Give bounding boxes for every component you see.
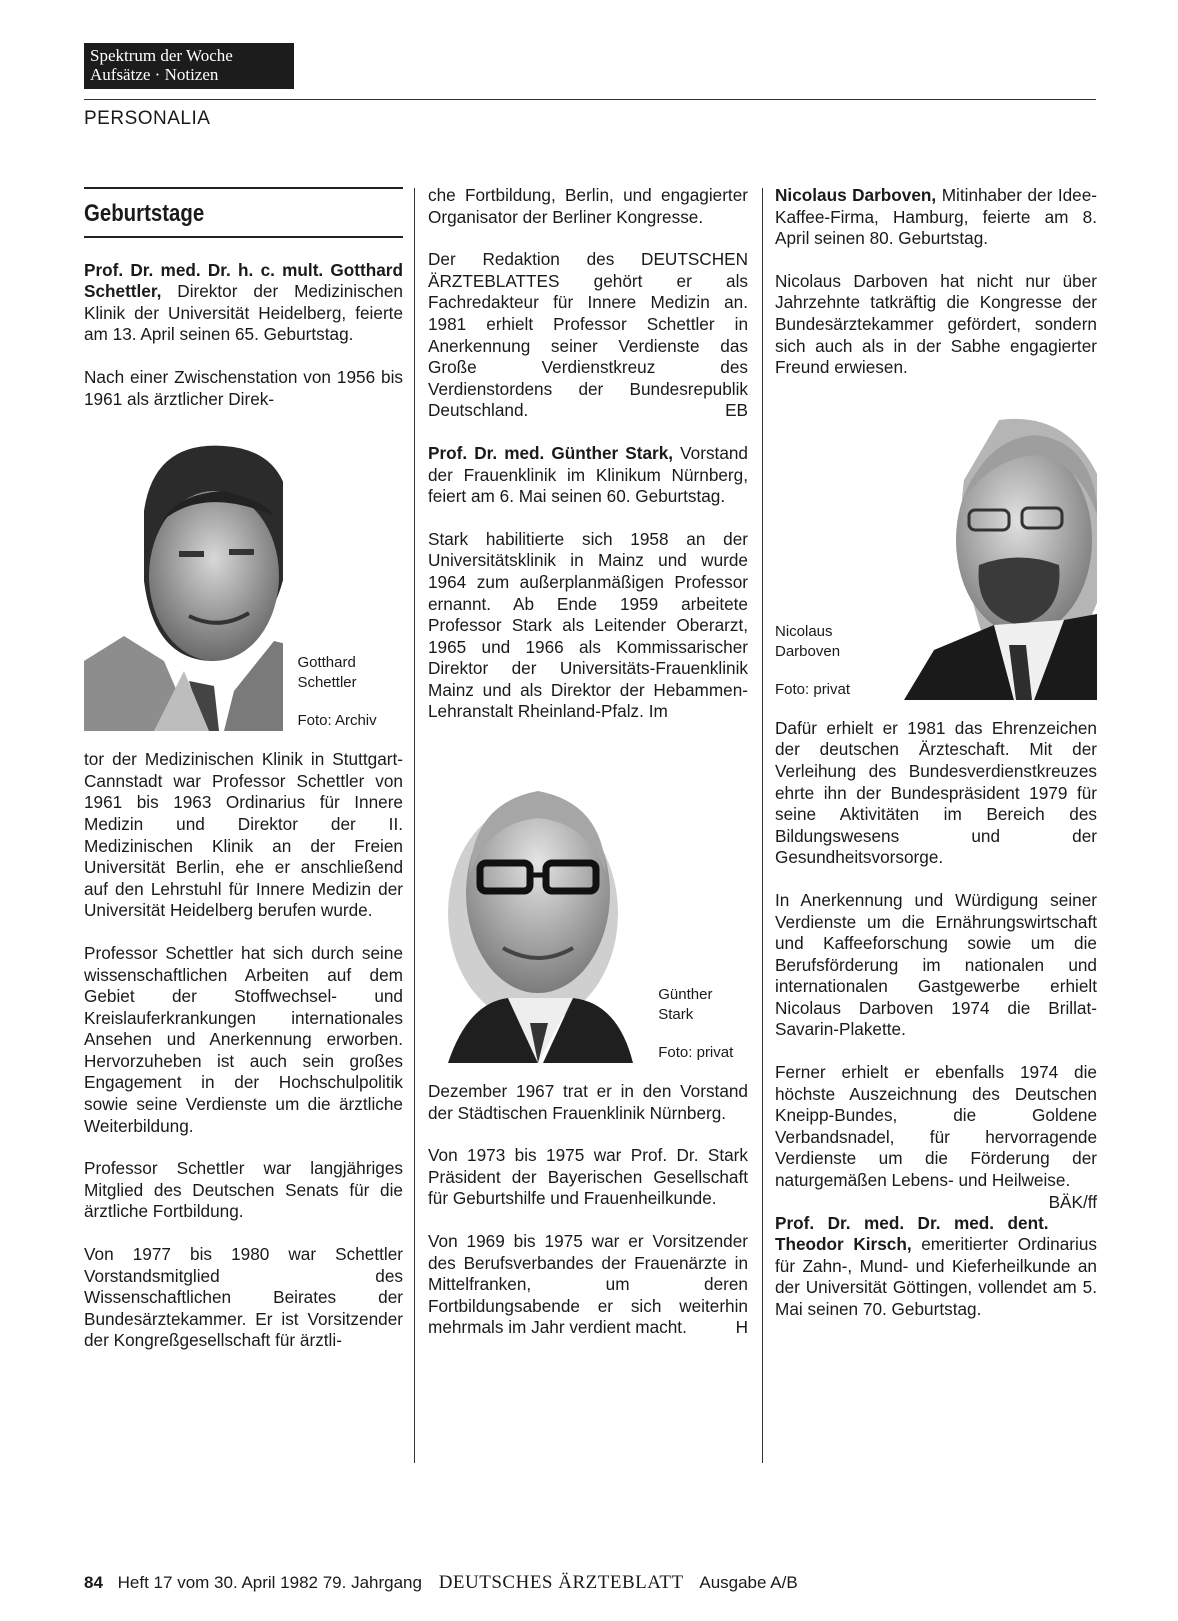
- photo-caption-darboven: [775, 622, 884, 700]
- paragraph: Von 1973 bis 1975 war Prof. Dr. Stark Präsident der Bayerischen Gesellschaft für Geburtshilfe und Frauenheilkunde.: [428, 1145, 748, 1209]
- paragraph: In Anerkennung und Würdigung seiner Verdienste um die Ernährungswirtschaft und Kaffeeforschung sowie um die Berufsförderung im nationalen und internationalen Gastgewerbe erhielt Nicolaus Darboven 1974 die Brillat-Savarin-Plakette.: [775, 889, 1097, 1040]
- paragraph: Stark habilitierte sich 1958 an der Universitätsklinik in Mainz und wurde 1964 zum außerplanmäßigen Professor ernannt. Ab Ende 1959 arbeitete Professor Stark als Leitender Oberarzt, 1965 und 1966 als Kommissarischer Direktor der Universitäts-Frauenklinik Mainz und als Direktor der Hebammen-Lehranstalt Rheinland-Pfalz. Im: [428, 528, 748, 722]
- photo-block-schettler: [84, 431, 403, 731]
- header-rule: [84, 99, 1096, 100]
- caption-name: Gotthard Schettler: [297, 654, 357, 692]
- caption-credit: Foto: Archiv: [297, 712, 377, 730]
- paragraph: che Fortbildung, Berlin, und engagierter Organisator der Berliner Kongresse.: [428, 185, 748, 227]
- author-signoff: BÄK/ff: [1048, 1191, 1097, 1212]
- caption-credit: Foto: privat: [775, 680, 851, 698]
- header-line-2: Aufsätze · Notizen: [90, 65, 219, 84]
- section-header-box: [84, 43, 294, 89]
- page-number: 84: [84, 1573, 103, 1592]
- photo-caption-schettler: [283, 653, 403, 731]
- photo-block-darboven: [775, 400, 1097, 700]
- paragraph-stark-intro: Prof. Dr. med. Günther Stark, Vorstand der Frauenklinik im Klinikum Nürnberg, feiert am 6. Mai seinen 60. Geburtstag.: [428, 442, 748, 507]
- photo-caption-stark: [644, 985, 748, 1063]
- paragraph-darboven-intro: Nicolaus Darboven, Mitinhaber der Idee-Kaffee-Firma, Hamburg, feierte am 8. April seinen 80. Geburtstag.: [775, 185, 1097, 249]
- person-name: Prof. Dr. med. Dr. med. dent. Theodor Kirsch,: [775, 1212, 1049, 1255]
- column-3: [775, 185, 1097, 1342]
- paragraph-kirsch-intro: Prof. Dr. med. Dr. med. dent. Theodor Kirsch, emeritierter Ordinarius für Zahn-, Mund- und Kieferheilkunde an der Universität Göttingen, vollendet am 5. Mai seinen 70. Geburtstag.: [775, 1212, 1097, 1319]
- author-signoff: EB: [725, 400, 748, 421]
- paragraph: Der Redaktion des DEUTSCHEN ÄRZTEBLATTES gehört er als Fachredakteur für Innere Medizin an. 1981 erhielt Professor Schettler in Anerkennung seiner Verdienste das Große Verdienstkreuz des Verdienstordens der Bundesrepublik Deutschland. EB: [428, 249, 748, 421]
- paragraph-schettler-intro: Prof. Dr. med. Dr. h. c. mult. Gotthard Schettler, Direktor der Medizinischen Klinik der Universität Heidelberg, feierte am 13. April seinen 65. Geburtstag.: [84, 259, 403, 345]
- page-footer: [84, 1572, 798, 1594]
- column-1: [84, 195, 403, 1373]
- caption-name: Günther Stark: [658, 986, 713, 1024]
- paragraph: Von 1969 bis 1975 war er Vorsitzender des Berufsverbandes der Frauenärzte in Mittelfranken, um deren Fortbildungsabende er sich weiterhin mehrmals im Jahr verdient macht. H: [428, 1231, 748, 1338]
- paragraph: Dezember 1967 trat er in den Vorstand der Städtischen Frauenklinik Nürnberg.: [428, 1081, 748, 1123]
- heading-rule-bottom: [84, 236, 403, 238]
- paragraph: Professor Schettler hat sich durch seine wissenschaftlichen Arbeiten auf dem Gebiet der Stoffwechsel- und Kreislauferkrankungen internationales Ansehen und Anerkennung erworben. Hervorzuheben ist auch sein großes Engagement in der Hochschulpolitik sowie seine Verdienste um die ärztliche Weiterbildung.: [84, 942, 403, 1136]
- journal-title: DEUTSCHES ÄRZTEBLATT: [438, 1572, 684, 1593]
- article-heading: Geburtstage: [84, 199, 205, 227]
- paragraph: Dafür erhielt er 1981 das Ehrenzeichen der deutschen Ärzteschaft. Mit der Verleihung des Bundesverdienstkreuzes ehrte ihn der Bundespräsident 1979 für seine Aktivitäten im Bereich des Bildungswesens und der Gesundheitsvorsorge.: [775, 717, 1097, 868]
- paragraph: Professor Schettler war langjähriges Mitglied des Deutschen Senats für die ärztliche Fortbildung.: [84, 1158, 403, 1222]
- person-name: Prof. Dr. med. Dr. h. c. mult. Gotthard Schettler,: [84, 259, 403, 302]
- portrait-photo-stark: [428, 763, 644, 1063]
- column-divider-left: [414, 188, 415, 1463]
- paragraph: tor der Medizinischen Klinik in Stuttgart-Cannstadt war Professor Schettler von 1961 bis 1963 Ordinarius für Innere Medizin und Direktor der II. Medizinischen Klinik an der Freien Universität Berlin, ehe er anschließend auf den Lehrstuhl für Innere Medizin der Universität Heidelberg berufen wurde.: [84, 749, 403, 921]
- paragraph: Nicolaus Darboven hat nicht nur über Jahrzehnte tatkräftig die Kongresse der Bundesärztekammer gefördert, sondern sich auch als in der Sabhe engagierter Freund erwiesen.: [775, 270, 1097, 378]
- caption-credit: Foto: privat: [658, 1044, 734, 1062]
- paragraph: Ferner erhielt er ebenfalls 1974 die höchste Auszeichnung des Deutschen Kneipp-Bundes, die Goldene Verbandsnadel, für hervorragende Verdienste um die Förderung der naturgemäßen Lebens- und Heilweise. BÄK/ff: [775, 1062, 1097, 1212]
- paragraph: Nach einer Zwischenstation von 1956 bis 1961 als ärztlicher Direk-: [84, 366, 403, 409]
- person-name: Prof. Dr. med. Günther Stark,: [428, 442, 674, 463]
- section-label: PERSONALIA: [84, 108, 211, 129]
- column-divider-right: [762, 188, 763, 1463]
- portrait-photo-darboven: [904, 400, 1097, 700]
- caption-name: Nicolaus Darboven: [775, 622, 841, 660]
- photo-block-stark: [428, 763, 748, 1063]
- header-line-1: Spektrum der Woche: [90, 46, 233, 65]
- issue-info: Heft 17 vom 30. April 1982 79. Jahrgang: [117, 1573, 422, 1592]
- column-2: [428, 185, 748, 1360]
- edition-info: Ausgabe A/B: [699, 1573, 798, 1592]
- paragraph: Von 1977 bis 1980 war Schettler Vorstandsmitglied des Wissenschaftlichen Beirates der Bundesärztekammer. Er ist Vorsitzender der Kongreßgesellschaft für ärztli-: [84, 1244, 403, 1351]
- portrait-photo-schettler: [84, 431, 283, 731]
- author-signoff: H: [735, 1317, 748, 1338]
- person-name: Nicolaus Darboven,: [775, 185, 937, 205]
